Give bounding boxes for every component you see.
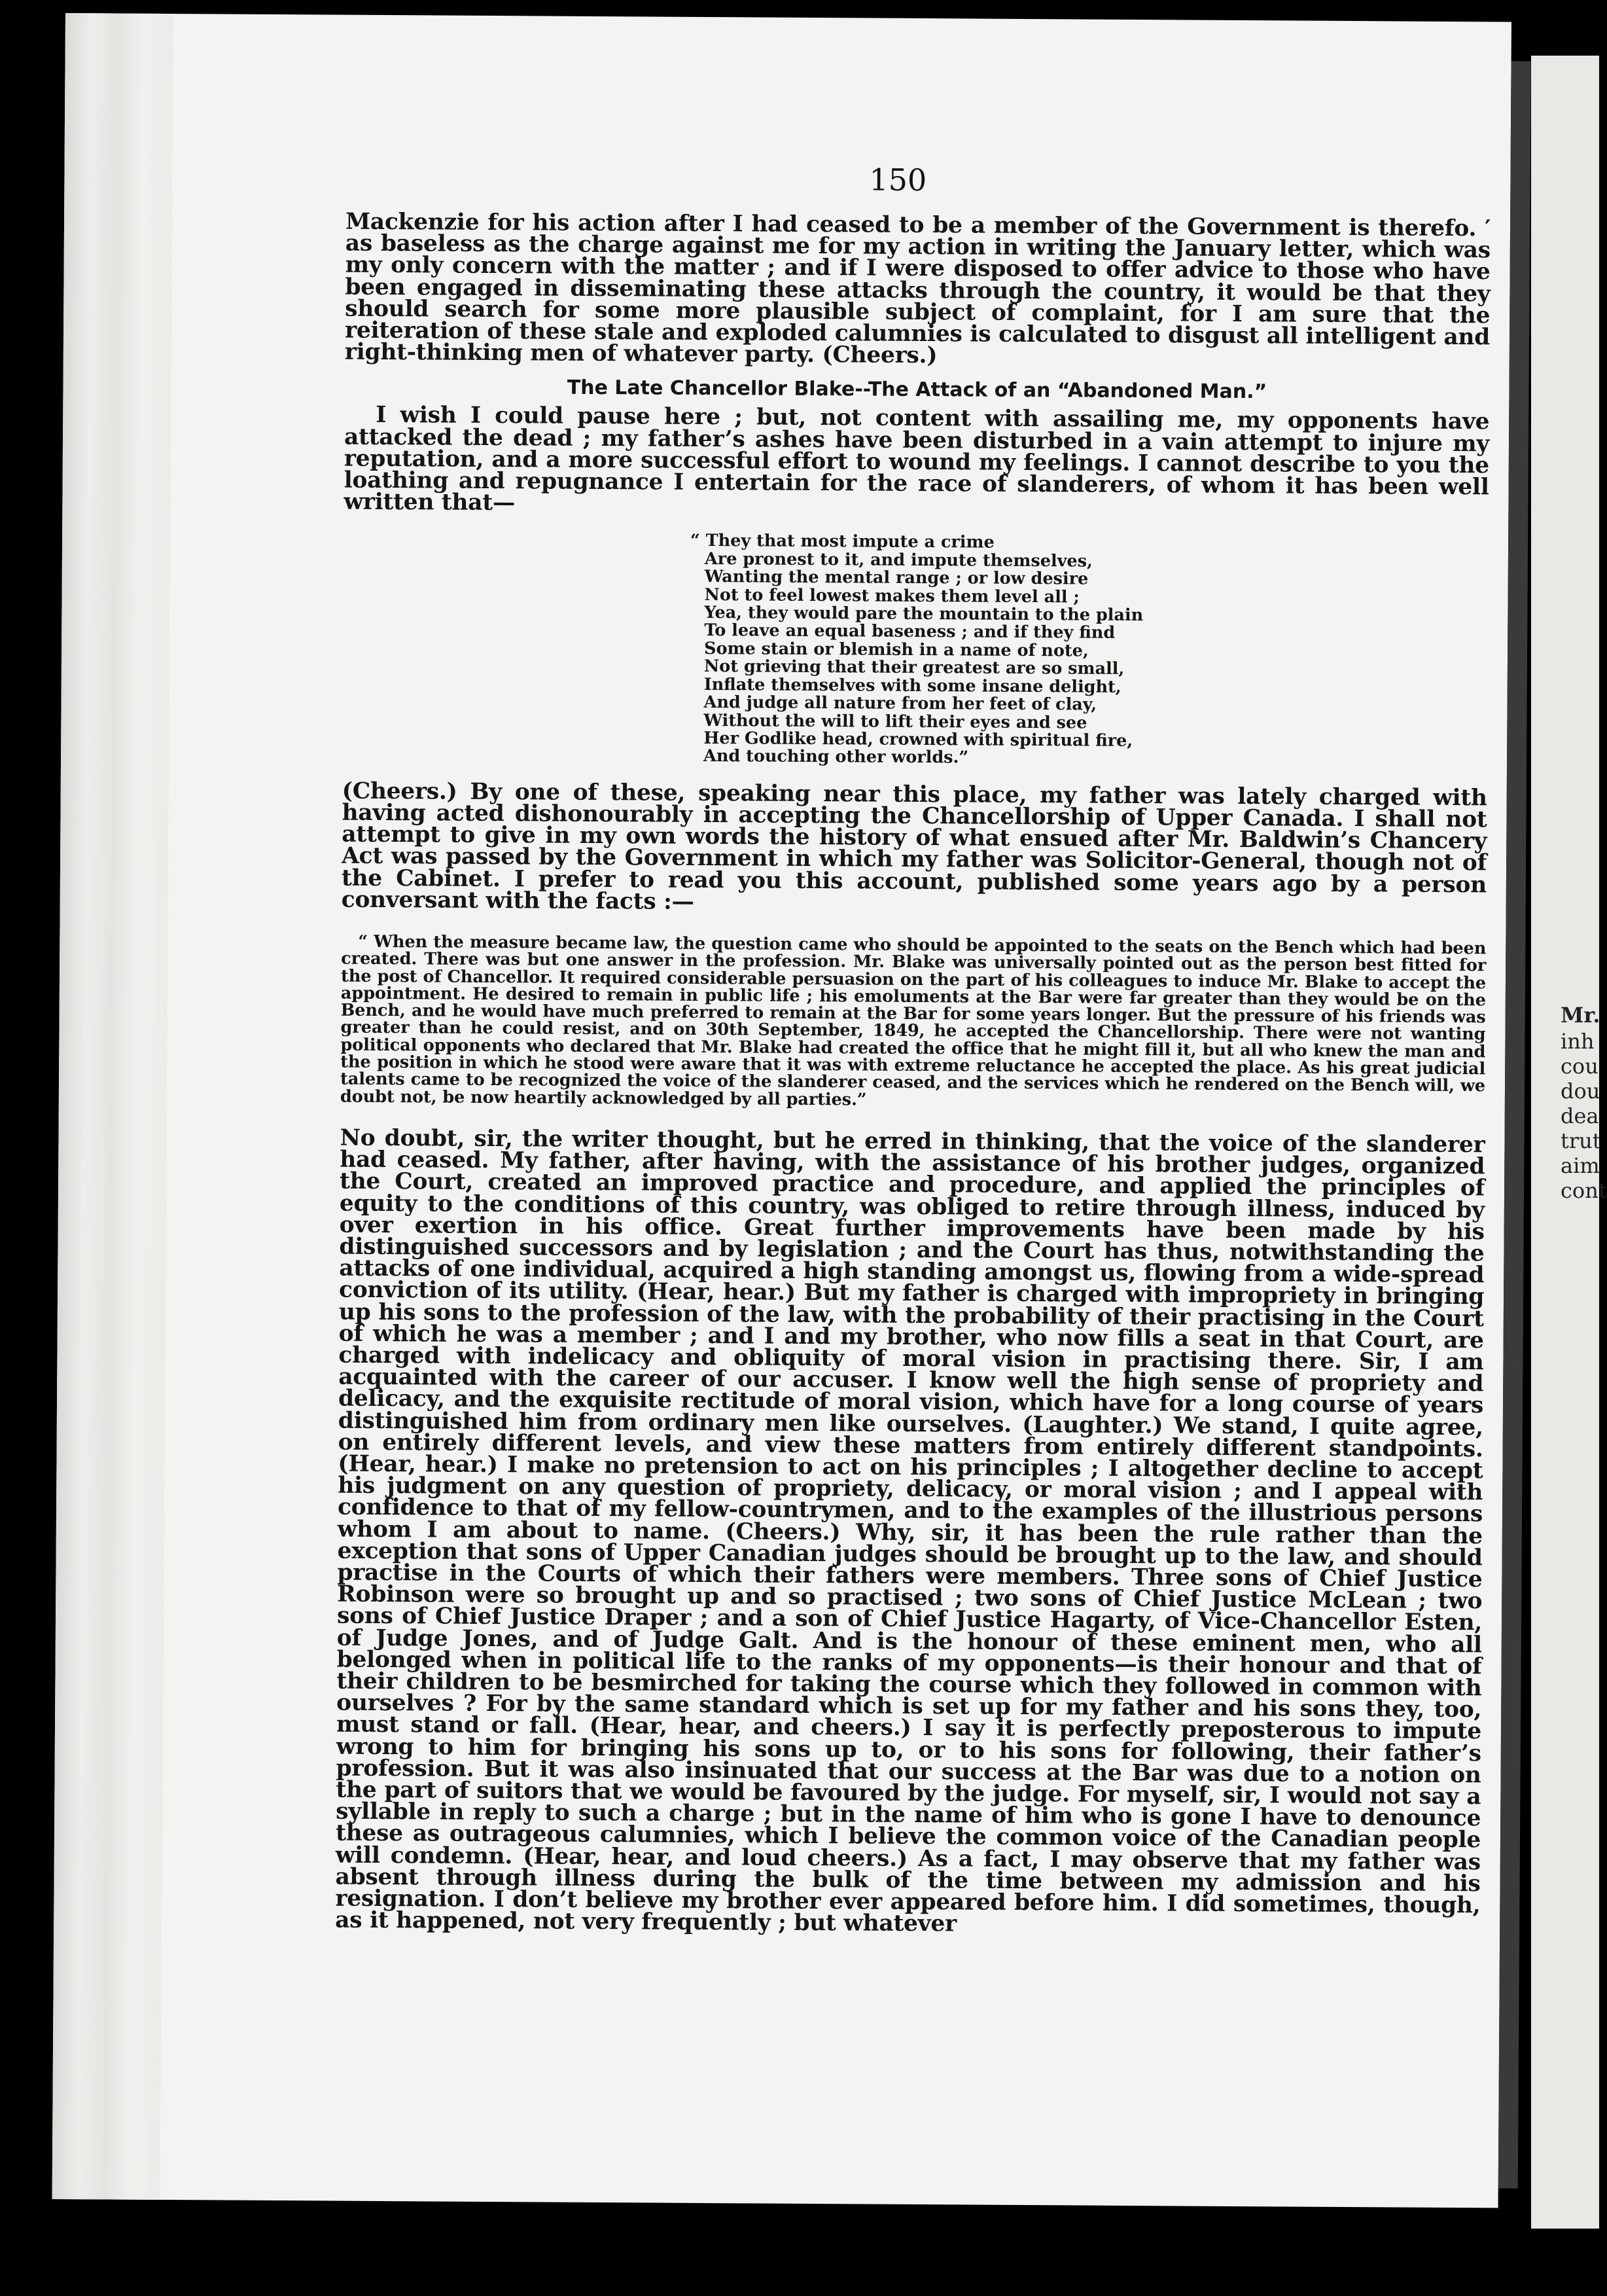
poem-line: Without the will to lift their eyes and see bbox=[703, 710, 1087, 733]
facing-page-fragment: dea bbox=[1561, 1103, 1599, 1128]
page-gutter bbox=[52, 13, 173, 2200]
poem-line: Some stain or blemish in a name of note, bbox=[703, 638, 1089, 661]
poem-line: And touching other worlds.” bbox=[703, 746, 969, 768]
poem-line: Not to feel lowest makes them level all ; bbox=[704, 584, 1080, 607]
poem-line: Her Godlike head, crowned with spiritual fire, bbox=[703, 728, 1133, 751]
facing-page-fragment: Mr. bbox=[1561, 1003, 1600, 1028]
poem-line: Inflate themselves with some insane delight, bbox=[703, 674, 1121, 697]
page-body bbox=[335, 208, 1491, 1939]
paragraph-4: No doubt, sir, the writer thought, but he erred in thinking, that the voice of the slanderer had ceased. My father, after having, with the assistance of his brother judges, organized the Court, created an improved practice and procedure, and applied the principles of equity to the conditions of this country, was obliged to retire through illness, induced by over exertion in his office. Great further improvements have been made by his distinguished successors and by legislation ; and the Court has thus, notwithstanding the attacks of one individual, acquired a high standing amongst us, flowing from a wide-spread conviction of its utility. (Hear, hear.) But my father is charged with impropriety in bringing up his sons to the profession of the law, with the probability of their practising in the Court of which he was a member ; and I and my brother, who now fills a seat in that Court, are charged with indelicacy and obliquity of moral vision in practising there. Sir, I am acquainted with the career of our accuser. I know well the high sense of propriety and delicacy, and the exquisite rectitude of moral vision, which have for a long course of years distinguished him from ordinary men like ourselves. (Laughter.) We stand, I quite agree, on entirely different levels, and view these matters from entirely different standpoints. (Hear, hear.) I make no pretension to act on his principles ; I altogether decline to accept his judgment on any question of propriety, delicacy, or moral vision ; and I appeal with confidence to that of my fellow-countrymen, and to the examples of the illustrious persons whom I am about to name. (Cheers.) Why, sir, it has been the rule rather than the exception that sons of Upper Canadian judges should be brought up to the law, and should practise in the Courts of which their fathers were members. Three sons of Chief Justice Robinson were so brought up and so practised ; two sons of Chief Justice McLean ; two sons of Chief Justice Draper ; and a son of Chief Justice Hagarty, of Vice-Chancellor Esten, of Judge Jones, and of Judge Galt. And is the honour of these eminent men, who all belonged when in political life to the ranks of my opponents—is their honour and that of their children to be besmirched for taking the course which they followed in common with ourselves ? For by the same standard which is set up for my father and his sons they, too, must stand or fall. (Hear, hear, and cheers.) I say it is perfectly preposterous to impute wrong to him for bringing his sons up to, or to his sons for following, their father’s profession. But it was also insinuated that our success at the Bar was due to a notion on the part of suitors that we would be favoured by the judge. For myself, sir, I would not say a syllable in reply to such a charge ; but in the name of him who is gone I have to denounce these as outrageous calumnies, which I believe the common voice of the Canadian people will condemn. (Hear, hear, and loud cheers.) As a fact, I may observe that my father was absent through illness during the bulk of the time between my admission and his resignation. I don’t believe my brother ever appeared before him. I did sometimes, though, as it happened, not very frequently ; but whatever bbox=[335, 1124, 1485, 1937]
paragraph-2: I wish I could pause here ; but, not content with assailing me, my opponents have attacked the dead ; my father’s ashes have been disturbed in a vain attempt to injure my reputation, and a more successful effort to wound my feelings. I cannot describe to you the loathing and repugnance I entertain for the race of slanderers, of whom it has been well written that— bbox=[344, 402, 1490, 516]
facing-page-fragment: aim bbox=[1561, 1153, 1600, 1178]
block-quotation: “ When the measure became law, the question came who should be appointed to the seats on the Bench which had been created. There was but one answer in the profession. Mr. Blake was universally pointed out as the person best fitted for the post of Chancellor. It required considerable persuasion on the part of his colleagues to induce Mr. Blake to accept the appointment. He desired to remain in public life ; his emoluments at the Bar were far greater than they would be on the Bench, and he would have much preferred to remain at the Bar for some years longer. But the pressure of his friends was greater than he could resist, and on 30th September, 1849, he accepted the Chancellorship. There were not wanting political opponents who declared that Mr. Blake had created the office that he might fill it, but all who knew the man and the position in which he stood were aware that it was with extreme reluctance he accepted the place. As his great judicial talents came to be recognized the voice of the slanderer ceased, and the services which he rendered on the Bench will, we doubt not, be now heartily acknowledged by all parties.” bbox=[340, 931, 1487, 1110]
facing-page-fragment: cont bbox=[1561, 1178, 1607, 1203]
paragraph-3: (Cheers.) By one of these, speaking near this place, my father was lately charged with having acted dishonourably in accepting the Chancellorship of Upper Canada. I shall not attempt to give in my own words the history of what ensued after Mr. Baldwin’s Chancery Act was passed by the Government in which my father was Solicitor-General, though not of the Cabinet. I prefer to read you this account, published some years ago by a person conversant with the facts :— bbox=[341, 778, 1487, 915]
poem-line: Wanting the mental range ; or low desire bbox=[704, 567, 1089, 589]
facing-page-fragment: dou bbox=[1561, 1079, 1600, 1103]
poem-line: “ They that most impute a crime bbox=[690, 531, 995, 553]
facing-page-fragment: inh bbox=[1561, 1029, 1595, 1054]
page-number: 150 bbox=[869, 162, 927, 198]
paragraph-1: Mackenzie for his action after I had ceased to be a member of the Government is therefo. ′ as baseless as the charge against me for my action in writing the January letter, which was my only concern with the matter ; and if I were disposed to offer advice to those who have been engaged in disseminating these attacks through the country, it would be that they should search for some more plausible subject of complaint, for I am sure that the reiteration of these stale and exploded calumnies is calculated to disgust all intelligent and right-thinking men of whatever party. (Cheers.) bbox=[344, 208, 1491, 369]
book-page bbox=[52, 13, 1511, 2208]
facing-page-fragment: cou bbox=[1561, 1054, 1598, 1079]
section-heading: The Late Chancellor Blake--The Attack of an “Abandoned Man.” bbox=[567, 376, 1267, 404]
facing-page-fragment: trut bbox=[1561, 1128, 1601, 1153]
poem-line: Not grieving that their greatest are so small, bbox=[703, 656, 1125, 679]
poem-line: And judge all nature from her feet of clay, bbox=[703, 692, 1097, 715]
facing-page bbox=[1531, 56, 1607, 2229]
page-edge-shadow bbox=[1498, 61, 1531, 2188]
poem-line: Are pronest to it, and impute themselves, bbox=[704, 548, 1093, 571]
poem-quotation bbox=[689, 532, 1489, 770]
poem-line: Yea, they would pare the mountain to the plain bbox=[704, 603, 1144, 626]
poem-line: To leave an equal baseness ; and if they find bbox=[704, 620, 1116, 643]
